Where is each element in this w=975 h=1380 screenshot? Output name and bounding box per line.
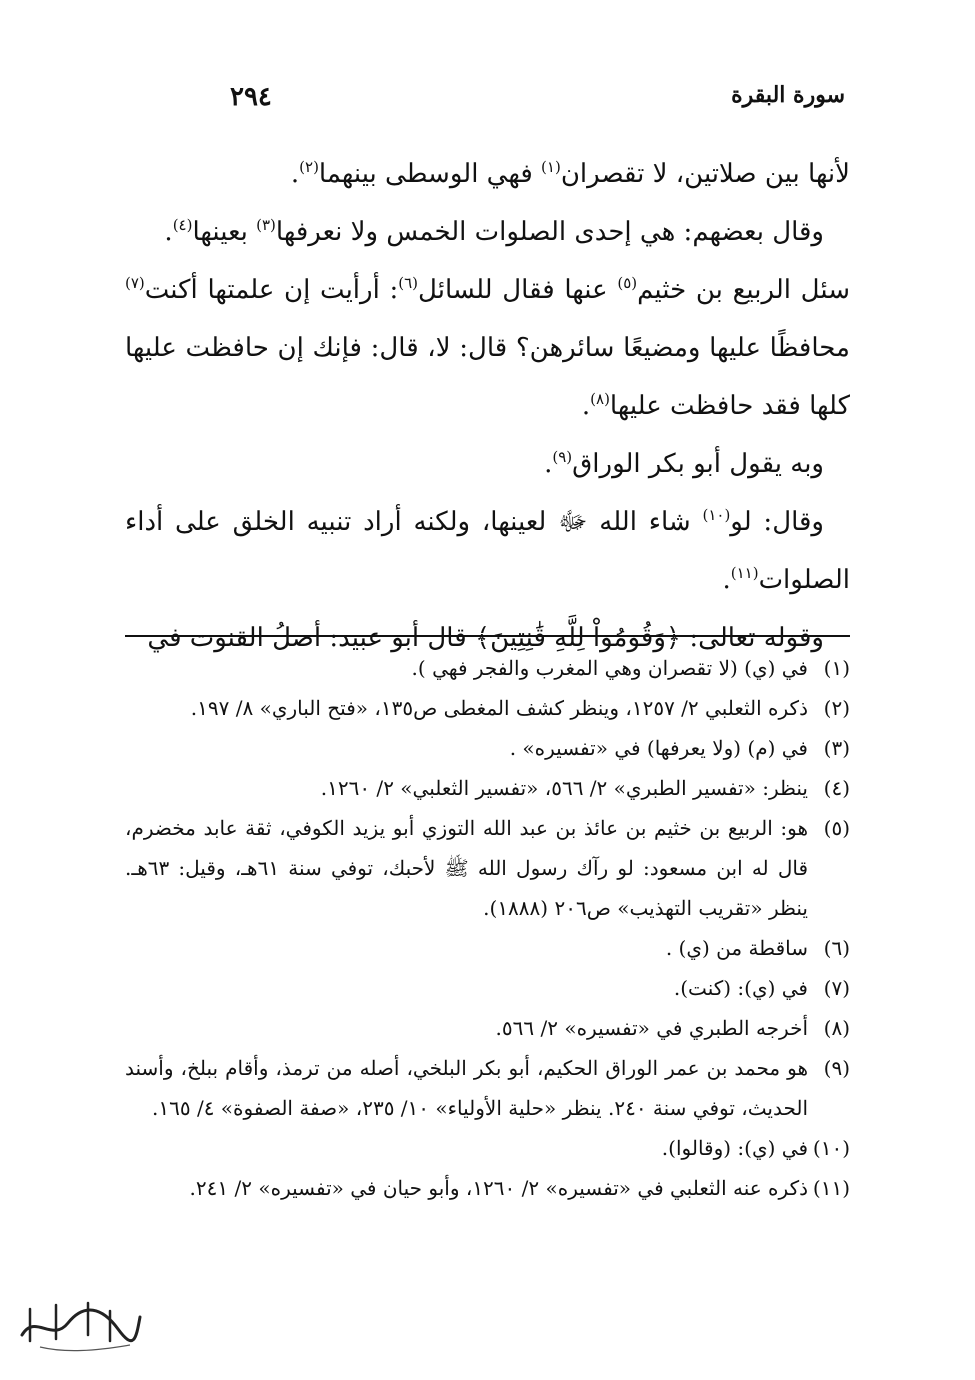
footnote-item [125, 1128, 850, 1168]
page-number: ٢٩٤ [230, 82, 272, 112]
footnote-number: (٦) [823, 936, 850, 960]
page-header [230, 82, 845, 122]
paragraph-2 [125, 203, 850, 261]
footnote-item [125, 808, 850, 928]
footnote-item [125, 688, 850, 728]
footnote-number: (٨) [823, 1016, 850, 1040]
paragraph-4 [125, 435, 850, 493]
text-run: وقال بعضهم: هي إحدى الصلوات الخمس ولا نعرفها [275, 217, 824, 247]
running-title: سورة البقرة [731, 82, 845, 108]
text-run: . [581, 391, 591, 421]
footnote-ref-1[interactable]: (١) [541, 158, 561, 176]
footnote-number: (٩) [823, 1056, 850, 1080]
footnote-number: (١) [823, 656, 850, 680]
text-run: لأنها بين صلاتين، لا تقصران [560, 159, 850, 189]
footnote-number: (٧) [823, 976, 850, 1000]
text-run: عنها فقال للسائل [418, 275, 618, 305]
text-run: وبه يقول أبو بكر الوراق [572, 449, 824, 479]
text-run: قال أبو عبيد: أصلُ القنوت في [147, 623, 475, 653]
paragraph-3 [125, 261, 850, 435]
footnote-text: أخرجه الطبري في «تفسيره» ٢/ ٥٦٦. [495, 1016, 808, 1040]
footnote-text: ذكره عنه الثعلبي في «تفسيره» ٢/ ١٢٦٠، وأبو حيان في «تفسيره» ٢/ ٢٤١. [189, 1176, 808, 1200]
footnote-text: في (م) (ولا يعرفها) في «تفسيره» . [509, 736, 808, 760]
text-run: . [544, 449, 553, 479]
text-run: . [722, 565, 731, 595]
footnote-number: (٥) [823, 816, 850, 840]
footnote-item [125, 648, 850, 688]
footnote-item [125, 768, 850, 808]
footnote-text: في (ي): (كنت). [673, 976, 808, 1000]
text-run: . [164, 217, 173, 247]
text-run: : أرأيت إن علمتها أكنت [144, 275, 399, 305]
footnote-number: (١١) [812, 1176, 850, 1200]
footnote-item [125, 1048, 850, 1128]
footnote-number: (٣) [823, 736, 850, 760]
footnote-number: (٤) [823, 776, 850, 800]
footnote-ref-8[interactable]: (٨) [590, 390, 610, 408]
quran-verse: ﴿وَقُومُواْ لِلَّهِ قَٰنِتِينَ﴾ [474, 623, 682, 653]
footnote-ref-6[interactable]: (٦) [398, 274, 419, 292]
text-run: شاء الله ﷻ لعينها، ولكنه أراد تنبيه الخلق على أداء الصلوات [125, 507, 850, 595]
text-run: فهي الوسطى بينهما [318, 159, 542, 189]
paragraph-5 [125, 493, 850, 609]
paragraph-1 [125, 145, 850, 203]
text-run: وقال: لو [730, 507, 824, 537]
footnote-ref-5[interactable]: (٥) [617, 274, 638, 292]
footnote-number: (١٠) [812, 1136, 850, 1160]
text-run: محافظًا عليها ومضيعًا سائرهن؟ قال: لا، قال: فإنك إن حافظت عليها كلها فقد حافظت عليها [125, 333, 850, 421]
footnote-divider [125, 635, 850, 637]
footnote-item [125, 1168, 850, 1208]
footnote-ref-3[interactable]: (٣) [256, 216, 276, 234]
footnote-ref-4[interactable]: (٤) [172, 216, 193, 234]
footnote-ref-7[interactable]: (٧) [125, 274, 145, 292]
text-run: بعينها [192, 217, 257, 247]
text-run: وقوله تعالى: [681, 623, 824, 653]
watermark-logo [10, 1295, 145, 1355]
footnote-text: في (ي) (لا تقصران وهي المغرب والفجر فهي ). [411, 656, 808, 680]
text-run: سئل الربيع بن خثيم [637, 275, 850, 305]
main-text [125, 145, 850, 667]
footnote-text: ذكره الثعلبي ٢/ ١٢٥٧، وينظر كشف المغطى ص١٣٥، «فتح الباري» ٨/ ١٩٧. [190, 696, 808, 720]
footnote-ref-2[interactable]: (٢) [299, 158, 319, 176]
footnotes [125, 648, 850, 1208]
footnote-item [125, 968, 850, 1008]
footnote-item [125, 728, 850, 768]
footnote-ref-11[interactable]: (١١) [730, 564, 759, 582]
footnote-text: في (ي): (وقالوا). [661, 1136, 808, 1160]
footnote-item [125, 928, 850, 968]
footnote-text: هو: الربيع بن خثيم بن عائذ بن عبد الله التوزي أبو يزيد الكوفي، ثقة عابد مخضرم، قال له ابن مسعود: لو رآك رسول الله ﷺ لأحبك، توفي سنة ٦١هـ، وقيل: ٦٣هـ. ينظر «تقريب التهذيب» ص٢٠٦ (١٨٨٨). [125, 816, 809, 920]
footnote-item [125, 1008, 850, 1048]
footnote-number: (٢) [823, 696, 850, 720]
text-run: . [290, 159, 300, 189]
footnote-text: ينظر: «تفسير الطبري» ٢/ ٥٦٦، «تفسير الثعلبي» ٢/ ١٢٦٠. [320, 776, 808, 800]
footnote-text: ساقطة من (ي) . [665, 936, 808, 960]
footnote-ref-10[interactable]: (١٠) [702, 506, 731, 524]
footnote-ref-9[interactable]: (٩) [552, 448, 573, 466]
footnote-text: هو محمد بن عمر الوراق الحكيم، أبو بكر البلخي، أصله من ترمذ، وأقام ببلخ، وأسند الحديث، توفي سنة ٢٤٠. ينظر «حلية الأولياء» ١٠/ ٢٣٥، «صفة الصفوة» ٤/ ١٦٥. [125, 1056, 808, 1120]
